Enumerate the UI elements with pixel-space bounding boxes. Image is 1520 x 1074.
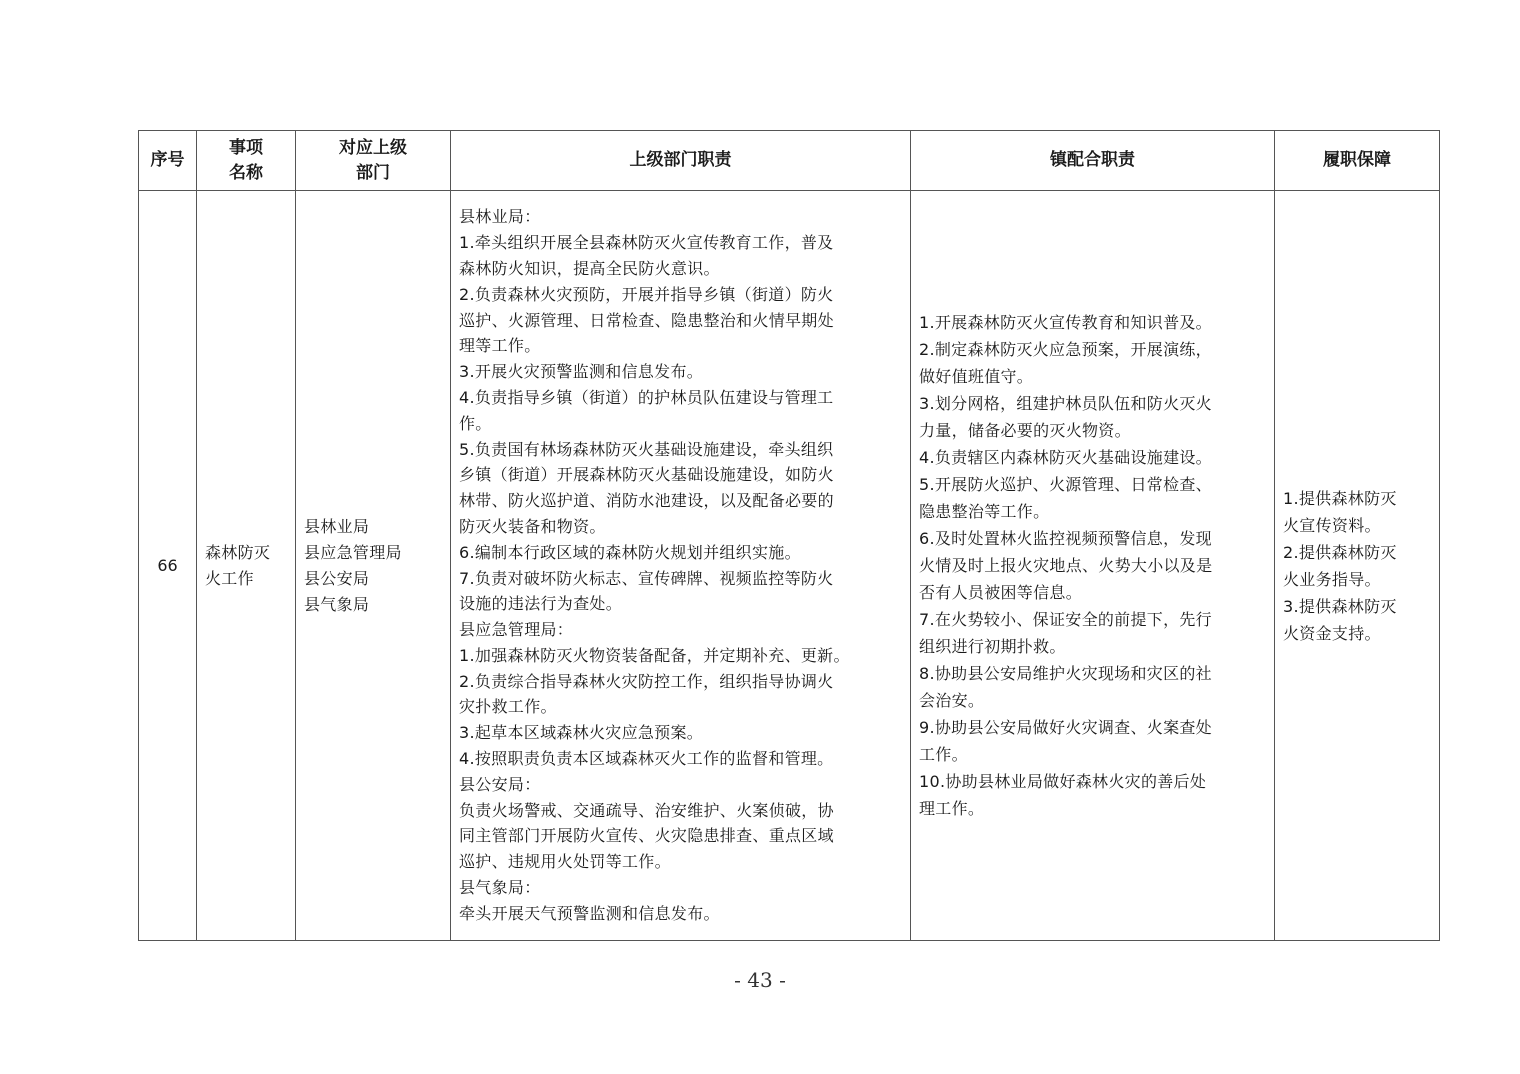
town-duty-line: 会治安。 — [919, 691, 985, 710]
guarantee-line: 火宣传资料。 — [1283, 515, 1381, 535]
upper-duty-line: 5.负责国有林场森林防灭火基础设施建设，牵头组织 — [459, 439, 834, 459]
guarantee-line: 火业务指导。 — [1283, 569, 1381, 589]
table-header-row — [139, 131, 1440, 191]
cell-upper-duty — [451, 191, 911, 941]
town-duty-line: 10.协助县林业局做好森林火灾的善后处 — [919, 772, 1207, 791]
header-dept-line2: 部门 — [356, 162, 390, 183]
upper-duty-line: 防灭火装备和物资。 — [459, 516, 606, 536]
town-duty-line: 5.开展防火巡护、火源管理、日常检查、 — [919, 475, 1212, 494]
header-dept-line1: 对应上级 — [339, 137, 407, 158]
upper-duty-line: 县气象局： — [459, 878, 541, 898]
header-dept — [296, 131, 451, 191]
upper-duty-line: 林带、防火巡护道、消防水池建设，以及配备必要的 — [459, 491, 834, 511]
upper-duty-line: 县应急管理局： — [459, 620, 574, 640]
upper-duty-line: 县公安局： — [459, 774, 541, 794]
upper-duty-line: 森林防火知识，提高全民防火意识。 — [459, 258, 720, 278]
guarantee-line: 火资金支持。 — [1283, 623, 1381, 643]
upper-duty-line: 2.负责综合指导森林火灾防控工作，组织指导协调火 — [459, 671, 834, 691]
guarantee-line: 2.提供森林防灭 — [1283, 542, 1397, 562]
header-item-name-line2: 名称 — [229, 162, 263, 183]
town-duty-line: 理工作。 — [919, 799, 985, 818]
town-duty-line: 9.协助县公安局做好火灾调查、火案查处 — [919, 718, 1212, 737]
town-duty-line: 隐患整治等工作。 — [919, 502, 1050, 521]
town-duty-line: 3.划分网格，组建护林员队伍和防火灭火 — [919, 394, 1212, 413]
cell-dept — [296, 191, 451, 941]
guarantee-line: 3.提供森林防灭 — [1283, 596, 1397, 616]
guarantee-line: 1.提供森林防灭 — [1283, 488, 1397, 508]
upper-duty-line: 3.开展火灾预警监测和信息发布。 — [459, 362, 704, 382]
header-item-name-line1: 事项 — [229, 137, 263, 158]
page-number: - 43 - — [734, 968, 786, 992]
upper-duty-line: 7.负责对破坏防火标志、宣传碑牌、视频监控等防火 — [459, 568, 834, 588]
upper-duty-line: 3.起草本区域森林火灾应急预案。 — [459, 723, 704, 743]
header-guarantee: 履职保障 — [1275, 131, 1440, 191]
upper-duty-line: 1.牵头组织开展全县森林防灭火宣传教育工作，普及 — [459, 233, 834, 253]
upper-duty-line: 理等工作。 — [459, 336, 541, 356]
town-duty-line: 4.负责辖区内森林防灭火基础设施建设。 — [919, 448, 1212, 467]
upper-duty-line: 巡护、违规用火处罚等工作。 — [459, 852, 671, 872]
table-row — [139, 191, 1440, 941]
upper-duty-line: 乡镇（街道）开展森林防灭火基础设施建设，如防火 — [459, 465, 834, 485]
upper-duty-line: 灾扑救工作。 — [459, 697, 557, 717]
upper-duty-line: 4.负责指导乡镇（街道）的护林员队伍建设与管理工 — [459, 387, 834, 407]
cell-guarantee — [1275, 191, 1440, 941]
town-duty-line: 力量，储备必要的灭火物资。 — [919, 421, 1131, 440]
upper-duty-line: 县林业局： — [459, 207, 541, 227]
upper-duty-line: 同主管部门开展防火宣传、火灾隐患排查、重点区域 — [459, 826, 834, 846]
cell-town-duty — [911, 191, 1275, 941]
town-duty-line: 6.及时处置林火监控视频预警信息，发现 — [919, 529, 1212, 548]
town-duty-line: 1.开展森林防灭火宣传教育和知识普及。 — [919, 313, 1212, 332]
town-duty-line: 否有人员被困等信息。 — [919, 583, 1083, 602]
upper-duty-line: 2.负责森林火灾预防，开展并指导乡镇（街道）防火 — [459, 284, 834, 304]
item-name-line: 火工作 — [205, 568, 254, 588]
cell-item-name — [197, 191, 296, 941]
upper-duty-line: 巡护、火源管理、日常检查、隐患整治和火情早期处 — [459, 310, 834, 330]
upper-duty-line: 设施的违法行为查处。 — [459, 594, 623, 614]
upper-duty-line: 4.按照职责负责本区域森林灭火工作的监督和管理。 — [459, 749, 834, 769]
upper-duty-line: 1.加强森林防灭火物资装备配备，并定期补充、更新。 — [459, 645, 850, 665]
item-name-line: 森林防灭 — [205, 542, 271, 562]
upper-duty-line: 负责火场警戒、交通疏导、治安维护、火案侦破，协 — [459, 800, 834, 820]
dept-line: 县应急管理局 — [304, 542, 402, 562]
duty-table — [138, 130, 1440, 941]
town-duty-line: 2.制定森林防灭火应急预案，开展演练， — [919, 340, 1212, 359]
upper-duty-line: 牵头开展天气预警监测和信息发布。 — [459, 903, 720, 923]
dept-line: 县林业局 — [304, 516, 370, 536]
cell-index: 66 — [139, 191, 197, 941]
dept-line: 县气象局 — [304, 594, 370, 614]
town-duty-line: 做好值班值守。 — [919, 367, 1034, 386]
upper-duty-line: 6.编制本行政区域的森林防火规划并组织实施。 — [459, 542, 801, 562]
town-duty-line: 组织进行初期扑救。 — [919, 637, 1066, 656]
upper-duty-line: 作。 — [459, 413, 492, 433]
town-duty-line: 7.在火势较小、保证安全的前提下，先行 — [919, 610, 1212, 629]
header-item-name — [197, 131, 296, 191]
town-duty-line: 8.协助县公安局维护火灾现场和灾区的社 — [919, 664, 1212, 683]
header-upper-duty: 上级部门职责 — [451, 131, 911, 191]
header-town-duty: 镇配合职责 — [911, 131, 1275, 191]
dept-line: 县公安局 — [304, 568, 370, 588]
town-duty-line: 火情及时上报火灾地点、火势大小以及是 — [919, 556, 1213, 575]
town-duty-line: 工作。 — [919, 745, 968, 764]
header-index: 序号 — [139, 131, 197, 191]
